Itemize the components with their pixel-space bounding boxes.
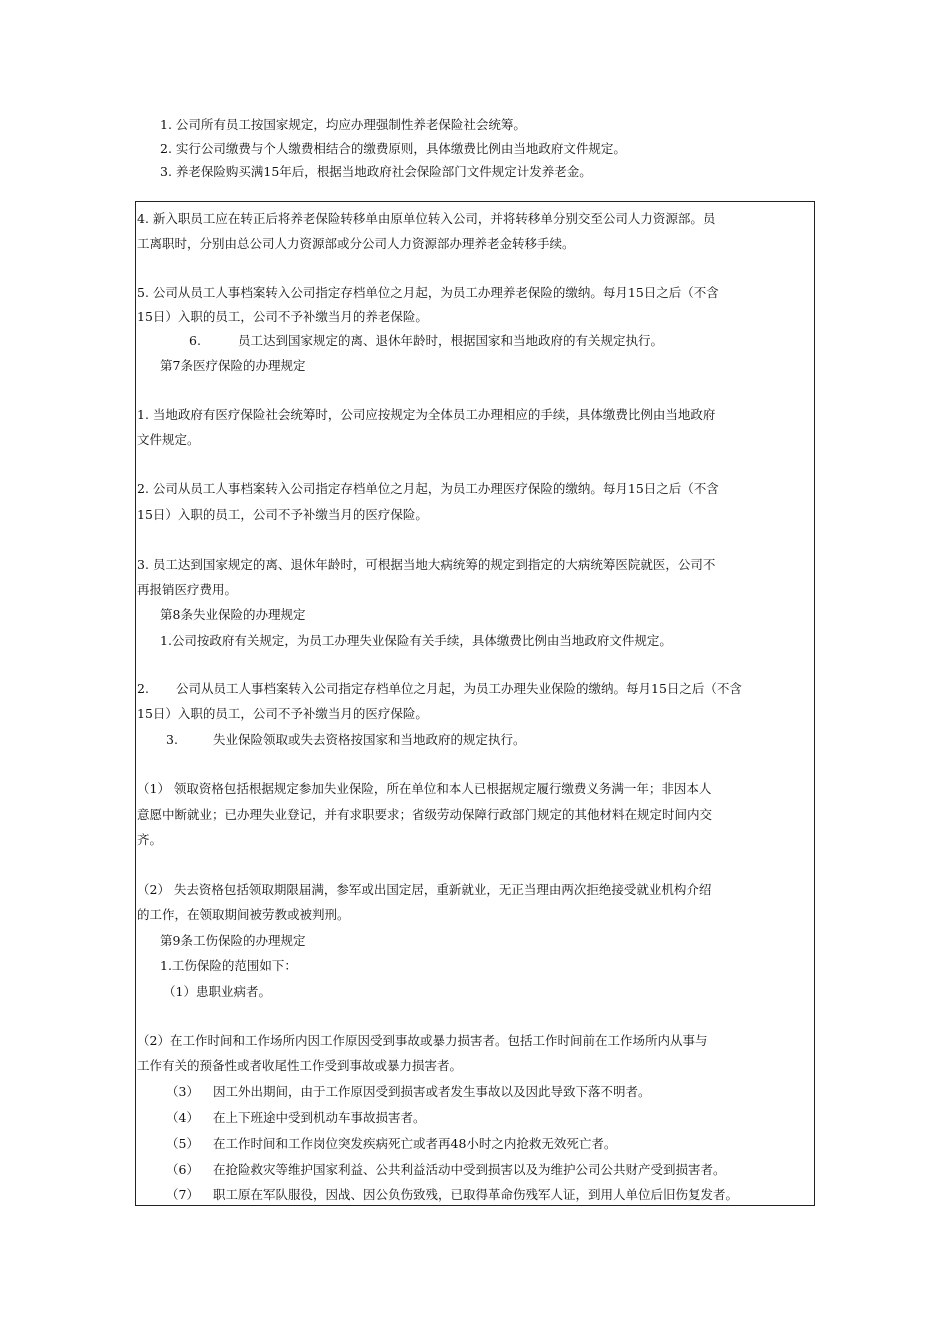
unemployment-sub-1-line-3: 齐。 <box>137 832 163 847</box>
unemployment-item-3-text: 失业保险领取或失去资格按国家和当地政府的规定执行。 <box>213 732 526 747</box>
content-box <box>135 201 815 1206</box>
unemployment-sub-2-line-2: 的工作，在领取期间被劳教或被判刑。 <box>137 907 350 922</box>
medical-item-2-line-2: 15日）入职的员工，公司不予补缴当月的医疗保险。 <box>137 507 428 522</box>
article-9-heading: 第9条工伤保险的办理规定 <box>160 933 306 948</box>
injury-sub-7-number: （7） <box>166 1187 199 1202</box>
injury-sub-4-text: 在上下班途中受到机动车事故损害者。 <box>213 1110 426 1125</box>
unemployment-sub-1-line-2: 意愿中断就业；已办理失业登记，并有求职要求；省级劳动保障行政部门规定的其他材料在规定时间内交 <box>137 807 713 822</box>
injury-sub-5-text: 在工作时间和工作岗位突发疾病死亡或者再48小时之内抢救无效死亡者。 <box>213 1136 617 1151</box>
injury-sub-5-number: （5） <box>166 1136 199 1151</box>
injury-sub-6-text: 在抢险救灾等维护国家利益、公共利益活动中受到损害以及为维护公司公共财产受到损害者。 <box>213 1162 726 1177</box>
pension-item-5-line-1: 5. 公司从员工人事档案转入公司指定存档单位之月起，为员工办理养老保险的缴纳。每月15日之后（不含 <box>137 285 719 300</box>
unemployment-item-2-line-1: 公司从员工人事档案转入公司指定存档单位之月起，为员工办理失业保险的缴纳。每月15日之后（不含 <box>176 681 742 696</box>
injury-item-1: 1.工伤保险的范围如下： <box>160 958 297 973</box>
pension-item-4-line-2: 工离职时，分别由总公司人力资源部或分公司人力资源部办理养老金转移手续。 <box>137 236 575 251</box>
intro-item-2: 2. 实行公司缴费与个人缴费相结合的缴费原则，具体缴费比例由当地政府文件规定。 <box>160 141 626 156</box>
injury-sub-3-text: 因工外出期间，由于工作原因受到损害或者发生事故以及因此导致下落不明者。 <box>213 1084 651 1099</box>
injury-sub-7-text: 职工原在军队服役，因战、因公负伤致残，已取得革命伤残军人证，到用人单位后旧伤复发者。 <box>213 1187 739 1202</box>
injury-sub-2-line-1: （2）在工作时间和工作场所内因工作原因受到事故或暴力损害者。包括工作时间前在工作场所内从事与 <box>137 1033 708 1048</box>
injury-sub-1: （1）患职业病者。 <box>163 984 271 999</box>
injury-sub-4-number: （4） <box>166 1110 199 1125</box>
unemployment-item-2-number: 2. <box>137 681 149 696</box>
medical-item-3-line-1: 3. 员工达到国家规定的离、退休年龄时，可根据当地大病统筹的规定到指定的大病统筹医院就医，公司不 <box>137 557 716 572</box>
pension-item-6-number: 6. <box>189 333 201 348</box>
unemployment-item-3-number: 3. <box>166 732 178 747</box>
injury-sub-3-number: （3） <box>166 1084 199 1099</box>
unemployment-sub-1-line-1: （1） 领取资格包括根据规定参加失业保险，所在单位和本人已根据规定履行缴费义务满一年；非因本人 <box>137 781 712 796</box>
pension-item-6-text: 员工达到国家规定的离、退休年龄时，根据国家和当地政府的有关规定执行。 <box>238 333 664 348</box>
unemployment-item-2-line-2: 15日）入职的员工，公司不予补缴当月的医疗保险。 <box>137 706 428 721</box>
unemployment-sub-2-line-1: （2） 失去资格包括领取期限届满，参军或出国定居，重新就业，无正当理由两次拒绝接受就业机构介绍 <box>137 882 712 897</box>
injury-sub-2-line-2: 工作有关的预备性或者收尾性工作受到事故或暴力损害者。 <box>137 1058 463 1073</box>
medical-item-1-line-1: 1. 当地政府有医疗保险社会统筹时，公司应按规定为全体员工办理相应的手续，具体缴费比例由当地政府 <box>137 407 716 422</box>
medical-item-2-line-1: 2. 公司从员工人事档案转入公司指定存档单位之月起，为员工办理医疗保险的缴纳。每月15日之后（不含 <box>137 481 719 496</box>
intro-item-3: 3. 养老保险购买满15年后，根据当地政府社会保险部门文件规定计发养老金。 <box>160 164 592 179</box>
unemployment-item-1: 1.公司按政府有关规定，为员工办理失业保险有关手续，具体缴费比例由当地政府文件规定。 <box>160 633 672 648</box>
medical-item-3-line-2: 再报销医疗费用。 <box>137 582 238 597</box>
pension-item-4-line-1: 4. 新入职员工应在转正后将养老保险转移单由原单位转入公司，并将转移单分别交至公司人力资源部。员 <box>137 211 716 226</box>
article-8-heading: 第8条失业保险的办理规定 <box>160 607 306 622</box>
intro-item-1: 1. 公司所有员工按国家规定，均应办理强制性养老保险社会统筹。 <box>160 117 526 132</box>
article-7-heading: 第7条医疗保险的办理规定 <box>160 358 306 373</box>
pension-item-5-line-2: 15日）入职的员工，公司不予补缴当月的养老保险。 <box>137 309 428 324</box>
medical-item-1-line-2: 文件规定。 <box>137 432 200 447</box>
injury-sub-6-number: （6） <box>166 1162 199 1177</box>
